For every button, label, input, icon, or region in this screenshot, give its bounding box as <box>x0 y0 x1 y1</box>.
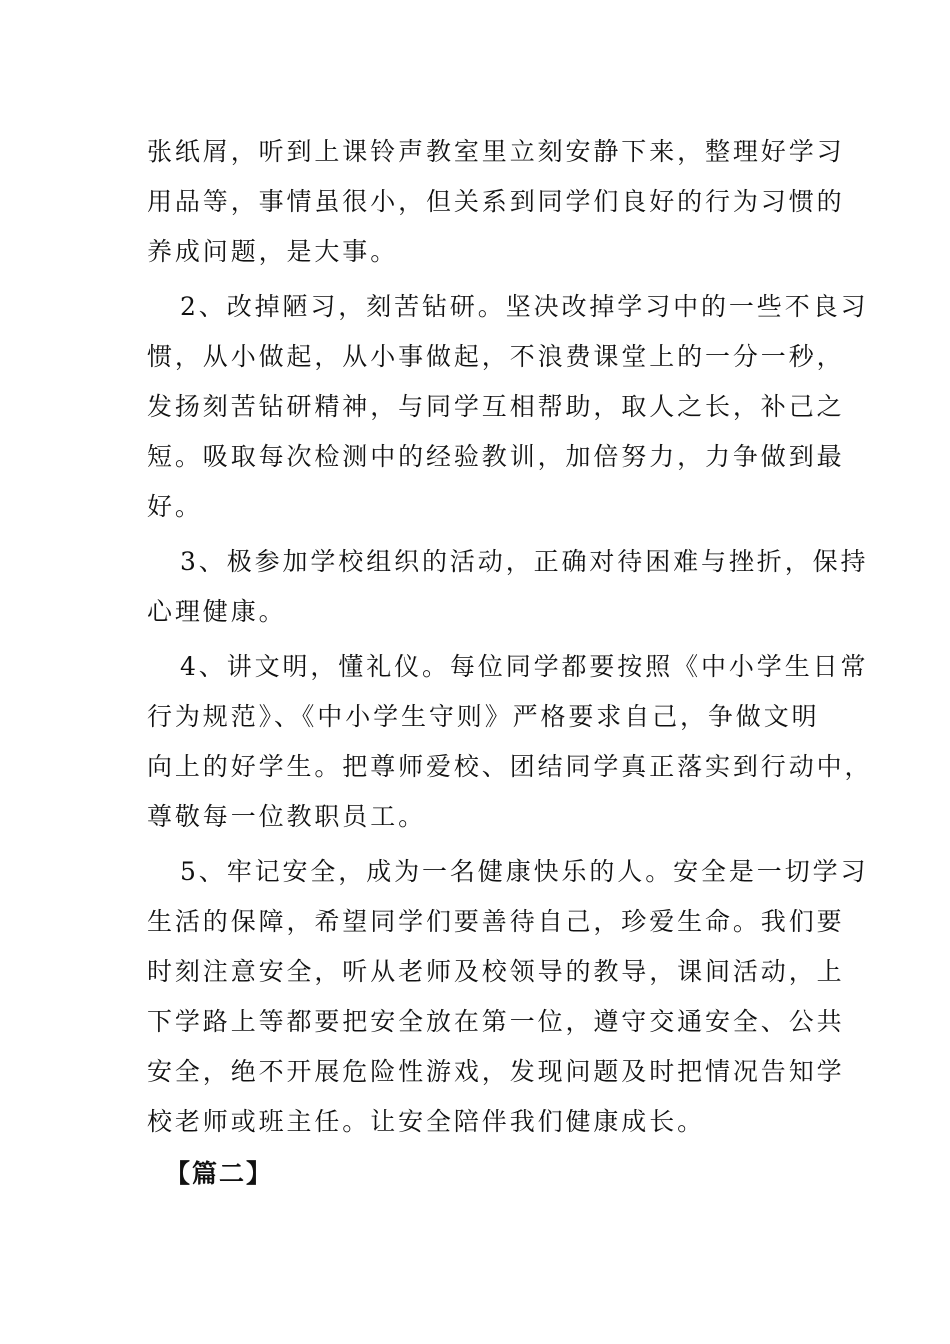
text-line: 4、讲文明，懂礼仪。每位同学都要按照《中小学生日常 <box>180 652 869 681</box>
section-heading: 【篇二】 <box>165 1159 274 1188</box>
text-line: 5、牢记安全，成为一名健康快乐的人。安全是一切学习 <box>180 857 869 886</box>
text-line: 生活的保障，希望同学们要善待自己，珍爱生命。我们要 <box>147 907 845 936</box>
text-line: 好。 <box>147 492 203 521</box>
text-line: 2、改掉陋习，刻苦钻研。坚决改掉学习中的一些不良习 <box>180 292 869 321</box>
text-line: 发扬刻苦钻研精神，与同学互相帮助，取人之长，补己之 <box>147 392 845 421</box>
text-line: 行为规范》、《中小学生守则》严格要求自己，争做文明 <box>147 702 820 731</box>
text-line: 养成问题，是大事。 <box>147 237 399 266</box>
text-line: 下学路上等都要把安全放在第一位，遵守交通安全、公共 <box>147 1007 845 1036</box>
text-line: 3、极参加学校组织的活动，正确对待困难与挫折，保持 <box>180 547 869 576</box>
text-line: 用品等，事情虽很小，但关系到同学们良好的行为习惯的 <box>147 187 845 216</box>
text-line: 校老师或班主任。让安全陪伴我们健康成长。 <box>147 1107 706 1136</box>
text-line: 惯，从小做起，从小事做起，不浪费课堂上的一分一秒， <box>147 342 845 371</box>
text-line: 向上的好学生。把尊师爱校、团结同学真正落实到行动中， <box>147 752 873 781</box>
text-line: 短。吸取每次检测中的经验教训，加倍努力，力争做到最 <box>147 442 845 471</box>
text-line: 张纸屑，听到上课铃声教室里立刻安静下来，整理好学习 <box>147 137 845 166</box>
text-line: 心理健康。 <box>147 597 287 626</box>
text-line: 尊敬每一位教职员工。 <box>147 802 427 831</box>
text-line: 时刻注意安全，听从老师及校领导的教导，课间活动，上 <box>147 957 845 986</box>
text-line: 安全，绝不开展危险性游戏，发现问题及时把情况告知学 <box>147 1057 845 1086</box>
